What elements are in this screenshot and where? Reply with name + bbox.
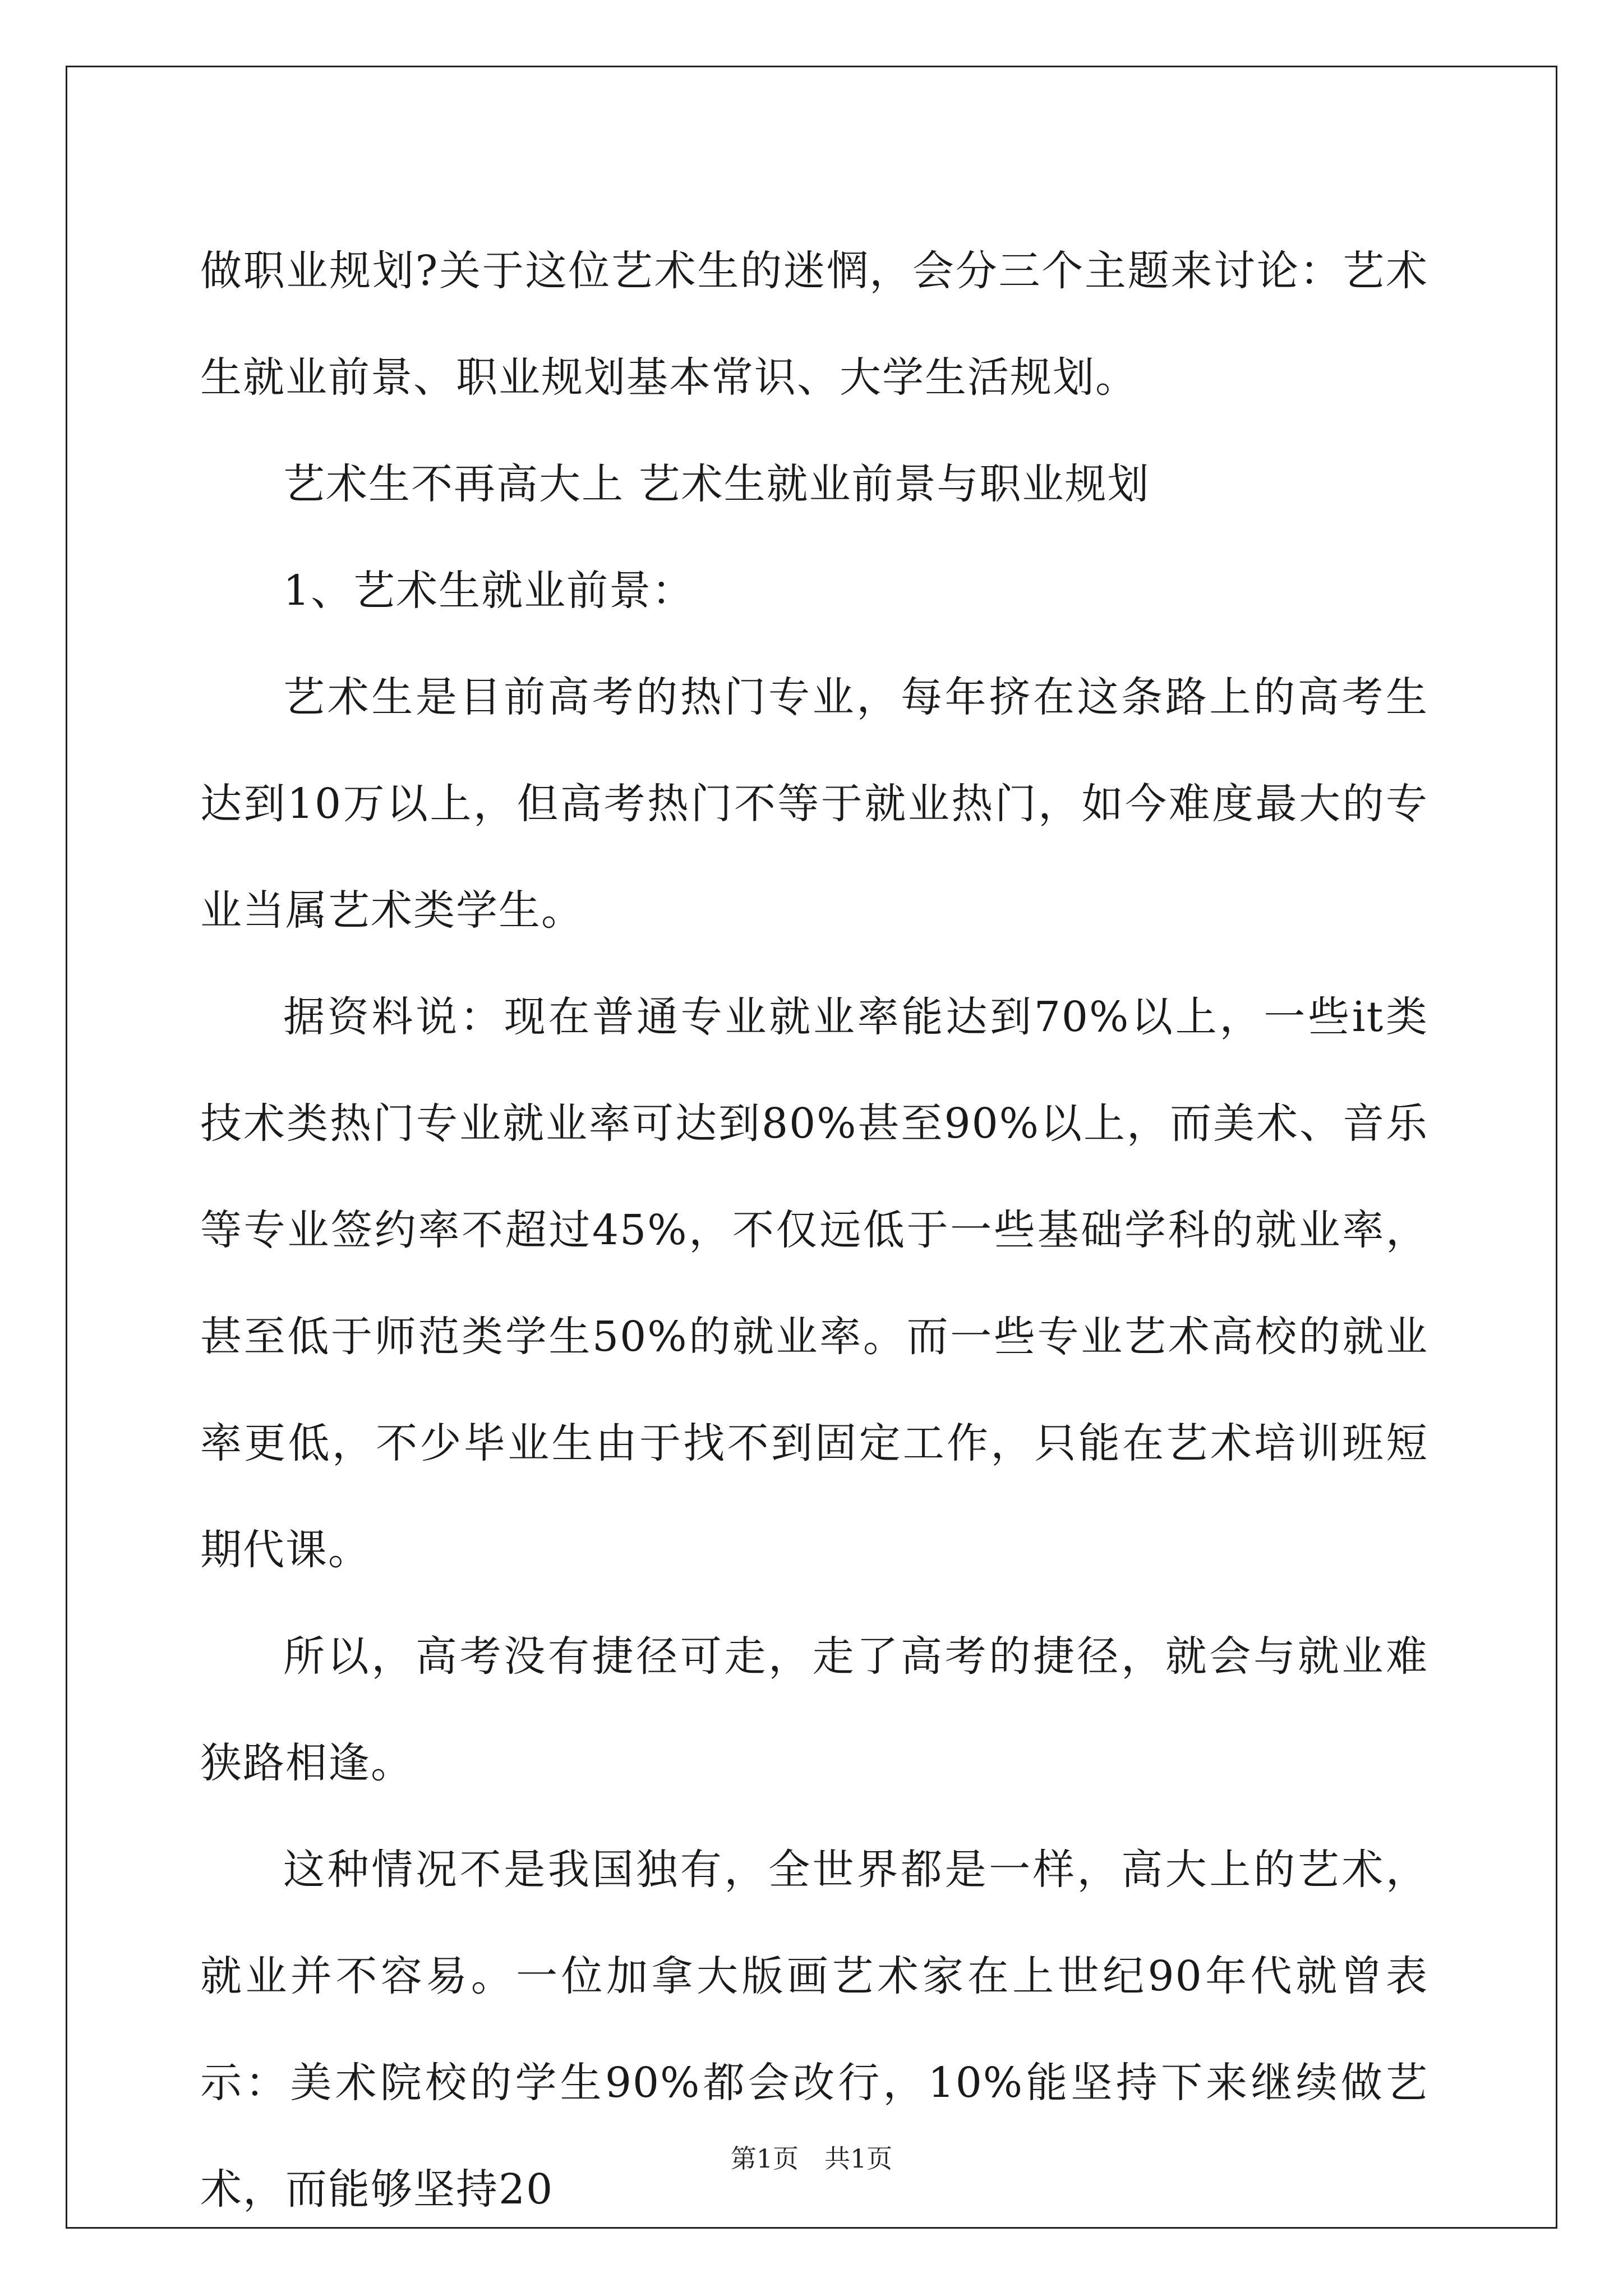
section-heading: 艺术生不再高大上 艺术生就业前景与职业规划 — [283, 460, 1150, 508]
subsection-heading: 1、艺术生就业前景： — [283, 567, 695, 615]
page-total: 共1页 — [824, 2143, 893, 2174]
paragraph-2: 艺术生是目前高考的热门专业，每年挤在这条路上的高考生达到10万以上，但高考热门不等于就业热门，如今难度最大的专业当属艺术类学生。 — [200, 673, 1428, 935]
page-number: 第1页 — [730, 2143, 799, 2174]
page-footer — [0, 2142, 1623, 2175]
paragraph-4: 所以，高考没有捷径可走，走了高考的捷径，就会与就业难狭路相逢。 — [200, 1632, 1428, 1787]
document-body — [200, 218, 1428, 2243]
paragraph-1: 做职业规划?关于这位艺术生的迷惘，会分三个主题来讨论：艺术生就业前景、职业规划基本常识、大学生活规划。 — [200, 247, 1428, 402]
paragraph-3: 据资料说：现在普通专业就业率能达到70%以上，一些it类技术类热门专业就业率可达到80%甚至90%以上，而美术、音乐等专业签约率不超过45%，不仅远低于一些基础学科的就业率，甚至低于师范类学生50%的就业率。而一些专业艺术高校的就业率更低，不少毕业生由于找不到固定工作，只能在艺术培训班短期代课。 — [200, 993, 1428, 1574]
paragraph-5: 这种情况不是我国独有，全世界都是一样，高大上的艺术，就业并不容易。一位加拿大版画艺术家在上世纪90年代就曾表示：美术院校的学生90%都会改行，10%能坚持下来继续做艺术，而能够坚持20 — [200, 1846, 1428, 2214]
